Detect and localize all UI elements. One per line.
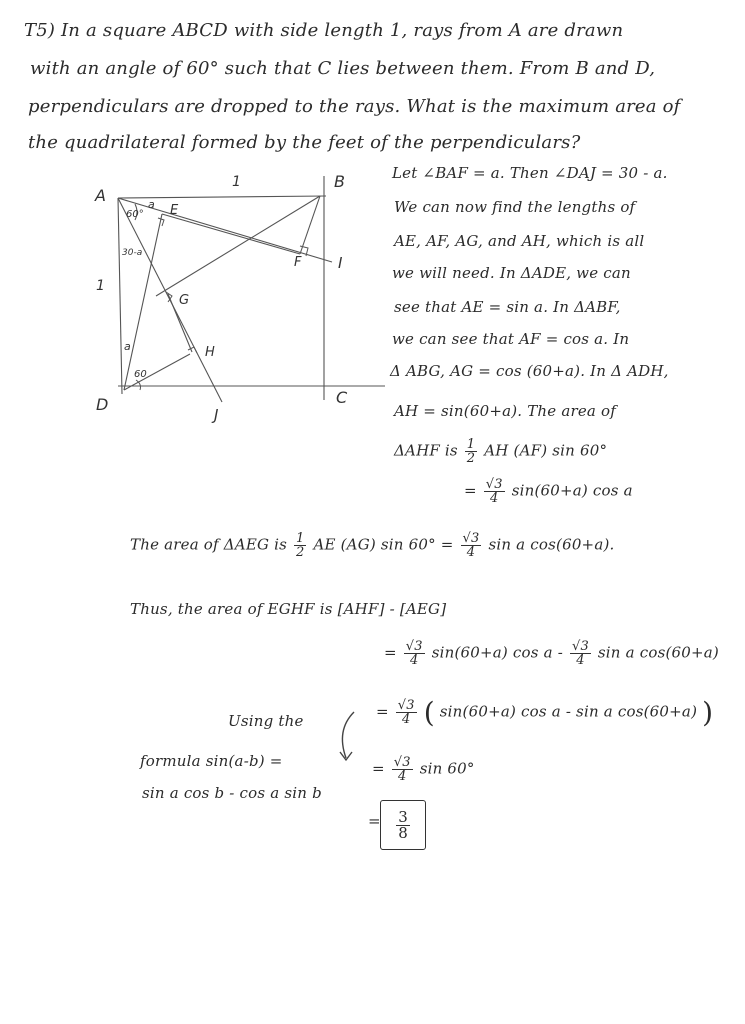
step-3-line bbox=[372, 756, 475, 783]
aeg-half-denominator: 2 bbox=[296, 545, 305, 560]
side-length-left: 1 bbox=[96, 278, 105, 294]
step-2-line bbox=[376, 696, 713, 729]
area-aeg-expression: AE (AG) sin 60° = bbox=[313, 535, 454, 554]
angle-30-minus-a: 30-a bbox=[122, 248, 143, 258]
step-2-equals: = bbox=[376, 702, 389, 721]
problem-line-4: the quadrilateral formed by the feet of the perpendiculars? bbox=[28, 132, 581, 153]
side-note-line-2: formula sin(a-b) = bbox=[140, 752, 283, 770]
area-aeg-result: sin a cos(60+a). bbox=[488, 535, 615, 554]
angle-a-top: a bbox=[148, 198, 155, 211]
half-numerator: 1 bbox=[466, 437, 476, 452]
step-3-root3: √3 bbox=[393, 755, 411, 770]
step-2-frac bbox=[396, 699, 417, 726]
area-aeg-prefix: The area of ΔAEG is bbox=[130, 535, 288, 554]
step-2-expression: sin(60+a) cos a - sin a cos(60+a) bbox=[439, 702, 698, 721]
solution-line-6: we can see that AF = cos a. In bbox=[392, 330, 630, 348]
step-1-root3-a: √3 bbox=[405, 639, 423, 654]
step-2-root3: √3 bbox=[397, 698, 415, 713]
label-D: D bbox=[96, 395, 109, 414]
solution-line-7: Δ ABG, AG = cos (60+a). In Δ ADH, bbox=[390, 362, 669, 380]
label-A: A bbox=[95, 186, 106, 205]
area-ahf-prefix: ΔAHF is bbox=[394, 441, 458, 460]
solution-line-5: see that AE = sin a. In ΔABF, bbox=[394, 298, 621, 316]
label-B: B bbox=[334, 172, 345, 191]
label-C: C bbox=[336, 388, 348, 407]
step-1-four-a: 4 bbox=[409, 653, 419, 668]
problem-line-1: T5) In a square ABCD with side length 1, rays from A are drawn bbox=[24, 20, 624, 41]
root3: √3 bbox=[485, 477, 503, 492]
area-ahf-result: sin(60+a) cos a bbox=[511, 481, 633, 500]
step-3-equals: = bbox=[372, 759, 385, 778]
solution-line-1: Let ∠BAF = a. Then ∠DAJ = 30 - a. bbox=[392, 164, 668, 182]
solution-line-3: AE, AF, AG, and AH, which is all bbox=[394, 232, 645, 250]
side-note-line-3: sin a cos b - cos a sin b bbox=[142, 784, 322, 802]
final-answer-fraction bbox=[396, 807, 410, 842]
curved-arrow-path bbox=[342, 712, 354, 758]
final-denominator: 8 bbox=[398, 823, 408, 842]
label-I: I bbox=[338, 254, 343, 272]
half-denominator: 2 bbox=[466, 451, 476, 466]
angle-60-bottom: 60 bbox=[134, 369, 147, 380]
area-ahf-expression: AH (AF) sin 60° bbox=[484, 441, 608, 460]
side-length-top: 1 bbox=[232, 174, 241, 190]
problem-line-3: perpendiculars are dropped to the rays. What is the maximum area of bbox=[28, 96, 681, 117]
solution-line-8: AH = sin(60+a). The area of bbox=[394, 402, 617, 420]
step-3-expression: sin 60° bbox=[419, 759, 475, 778]
final-answer-box bbox=[380, 800, 426, 850]
final-numerator: 3 bbox=[398, 807, 408, 826]
thus-line: Thus, the area of EGHF is [AHF] - [AEG] bbox=[130, 600, 447, 618]
problem-line-2: with an angle of 60° such that C lies between them. From B and D, bbox=[30, 58, 656, 79]
area-ahf-equals: = bbox=[464, 481, 477, 500]
solution-line-4: we will need. In ΔADE, we can bbox=[392, 264, 631, 282]
step-3-frac bbox=[392, 756, 413, 783]
label-H: H bbox=[205, 345, 215, 360]
step-1-part-1: sin(60+a) cos a - bbox=[431, 643, 563, 662]
step-1-equals: = bbox=[384, 643, 397, 662]
step-3-four: 4 bbox=[397, 769, 407, 784]
aeg-four: 4 bbox=[466, 545, 476, 560]
label-E: E bbox=[170, 203, 179, 218]
angle-a-left: a bbox=[124, 340, 131, 353]
aeg-root3: √3 bbox=[462, 531, 480, 546]
step-2-paren-open: ( bbox=[423, 696, 435, 729]
four: 4 bbox=[489, 491, 499, 506]
label-J: J bbox=[214, 406, 219, 424]
angle-60-top: 60° bbox=[126, 209, 144, 220]
aeg-half-numerator: 1 bbox=[296, 531, 305, 546]
step-1-root3-b: √3 bbox=[571, 639, 589, 654]
step-2-four: 4 bbox=[401, 712, 411, 727]
solution-line-2: We can now find the lengths of bbox=[394, 198, 636, 216]
side-note-line-1: Using the bbox=[228, 712, 304, 730]
final-equals: = bbox=[368, 812, 381, 830]
step-1-part-2: sin a cos(60+a) bbox=[597, 643, 719, 662]
step-1-four-b: 4 bbox=[576, 653, 585, 668]
step-2-paren-close: ) bbox=[702, 696, 714, 729]
label-G: G bbox=[179, 293, 190, 308]
label-F: F bbox=[294, 255, 302, 270]
